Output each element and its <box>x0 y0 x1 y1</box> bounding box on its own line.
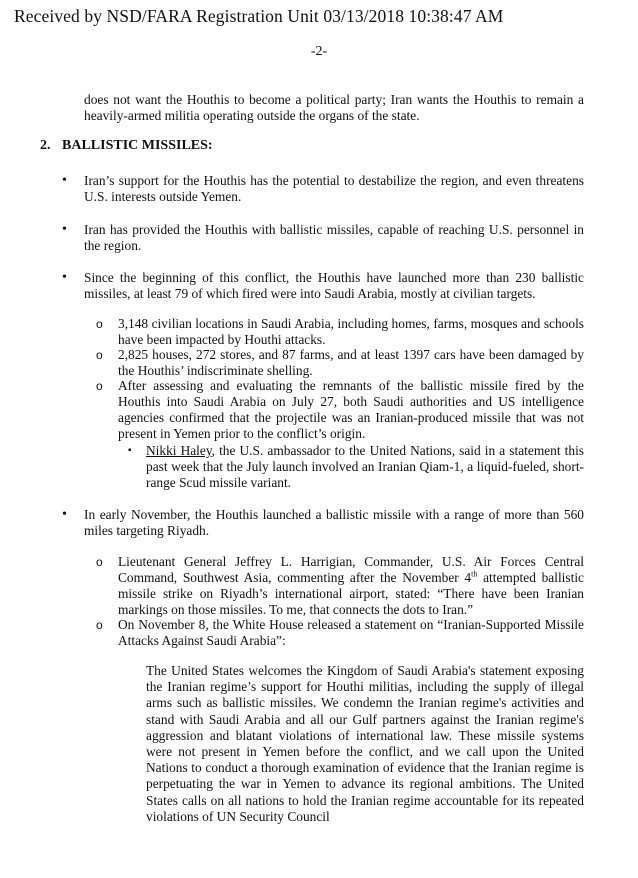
harrigian-text-end: attempted ballistic missile strike on Riyadh’s international airport, stated: “There have been Iranian markings on those missiles. To me, that connects the dots to Iran.” <box>118 570 584 617</box>
nikki-haley-name: Nikki Haley <box>146 443 212 458</box>
section-title: BALLISTIC MISSILES: <box>62 138 213 153</box>
intro-paragraph: does not want the Houthis to become a political party; Iran wants the Houthis to remain a heavily-armed militia operating outside the organs of the state. <box>84 92 584 123</box>
sub-item: o After assessing and evaluating the remnants of the ballistic missile fired by the Houthis into Saudi Arabia on July 27, both Saudi authorities and US intelligence agencies confirmed that the projectile was an Iranian-produced missile that was not present in Yemen prior to the conflict’s origin. <box>118 378 584 442</box>
sub-sub-text: , the U.S. ambassador to the United Nations, said in a statement this past week that the July launch involved an Iranian Qiam-1, a liquid-fueled, short-range Scud missile variant. <box>146 443 585 490</box>
bullet-item: • In early November, the Houthis launched a ballistic missile with a range of more than 560 miles targeting Riyadh. <box>84 507 584 539</box>
sub-sub-item <box>146 443 584 491</box>
sub-item: o On November 8, the White House released a statement on “Iranian-Supported Missile Attacks Against Saudi Arabia”: <box>118 617 584 649</box>
sub-item <box>118 554 584 618</box>
section-number: 2. <box>40 138 51 153</box>
ordinal-suffix: th <box>471 569 478 579</box>
bullet-item: • Iran’s support for the Houthis has the potential to destabilize the region, and even threatens U.S. interests outside Yemen. <box>84 173 584 205</box>
page-number: -2- <box>310 44 328 59</box>
sub-item: o 2,825 houses, 272 stores, and 87 farms, and at least 1397 cars have been damaged by the Houthis’ indiscriminate shelling. <box>118 347 584 379</box>
registration-header: Received by NSD/FARA Registration Unit 03/13/2018 10:38:47 AM <box>14 6 504 26</box>
section-heading <box>40 138 213 154</box>
bullet-item: • Since the beginning of this conflict, the Houthis have launched more than 230 ballistic missiles, at least 79 of which fired were into Saudi Arabia, mostly at civilian targets. <box>84 270 584 302</box>
sub-item: o 3,148 civilian locations in Saudi Arabia, including homes, farms, mosques and schools have been impacted by Houthi attacks. <box>118 316 584 348</box>
bullet-item: • Iran has provided the Houthis with ballistic missiles, capable of reaching U.S. personnel in the region. <box>84 222 584 254</box>
harrigian-text-start: Lieutenant General Jeffrey L. Harrigian, Commander, U.S. Air Forces Central Command, Southwest Asia, commenting after the November 4 <box>118 554 584 585</box>
white-house-quote: The United States welcomes the Kingdom of Saudi Arabia's statement exposing the Iranian regime’s support for Houthi militias, including the supply of illegal arms such as ballistic missiles. We condemn the Iranian regime's activities and stand with Saudi Arabia and all our Gulf partners against the Iranian regime's aggression and blatant violations of international law. These missile systems were not present in Yemen before the conflict, and we call upon the United Nations to conduct a thorough examination of evidence that the Iranian regime is perpetuating the war in Yemen to advance its regional ambitions. The United States calls on all nations to hold the Iranian regime accountable for its repeated violations of UN Security Council <box>146 663 584 824</box>
